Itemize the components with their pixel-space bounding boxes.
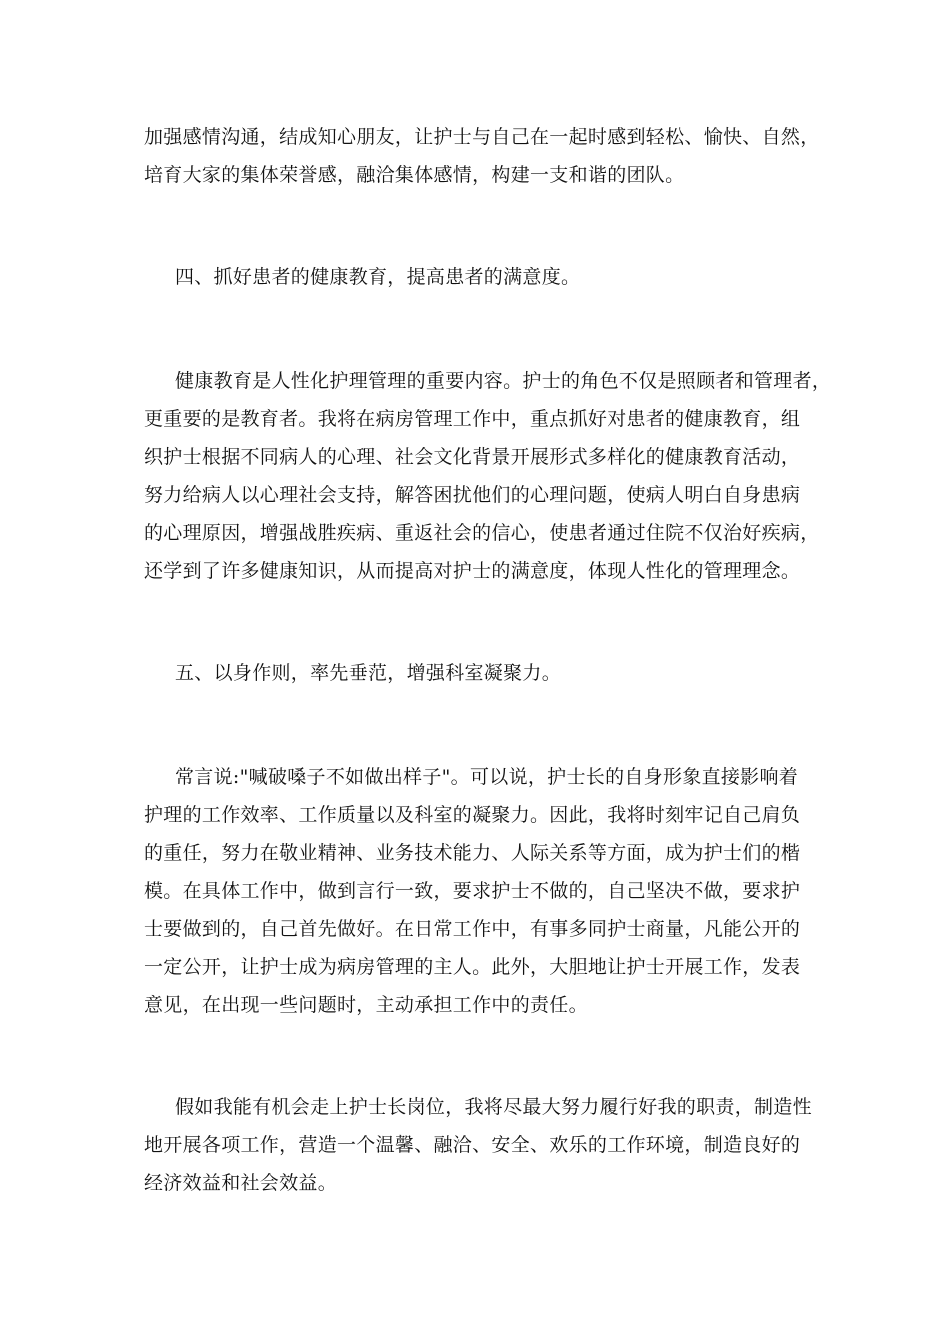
section-heading-5: 五、以身作则，率先垂范，增强科室凝聚力。 [175,662,562,684]
paragraph-line: 假如我能有机会走上护士长岗位，我将尽最大努力履行好我的职责，制造性 [175,1096,812,1118]
paragraph-line: 加强感情沟通，结成知心朋友，让护士与自己在一起时感到轻松、愉快、自然， [144,126,820,148]
paragraph-line: 士要做到的，自己首先做好。在日常工作中，有事多同护士商量，凡能公开的 [144,918,801,940]
paragraph-line: 经济效益和社会效益。 [144,1172,338,1194]
paragraph-line: 模。在具体工作中，做到言行一致，要求护士不做的，自己坚决不做，要求护 [144,880,801,902]
paragraph-line: 健康教育是人性化护理管理的重要内容。护士的角色不仅是照顾者和管理者， [175,370,832,392]
paragraph-line: 织护士根据不同病人的心理、社会文化背景开展形式多样化的健康教育活动， [144,446,801,468]
paragraph-line: 的心理原因，增强战胜疾病、重返社会的信心，使患者通过住院不仅治好疾病， [144,522,820,544]
paragraph-line: 护理的工作效率、工作质量以及科室的凝聚力。因此，我将时刻牢记自己肩负 [144,804,801,826]
paragraph-line: 地开展各项工作，营造一个温馨、融洽、安全、欢乐的工作环境，制造良好的 [144,1134,801,1156]
paragraph-line: 常言说:"喊破嗓子不如做出样子"。可以说，护士长的自身形象直接影响着 [175,766,799,788]
paragraph-line: 培育大家的集体荣誉感，融洽集体感情，构建一支和谐的团队。 [144,164,685,186]
paragraph-line: 的重任，努力在敬业精神、业务技术能力、人际关系等方面，成为护士们的楷 [144,842,801,864]
paragraph-line: 努力给病人以心理社会支持，解答困扰他们的心理问题，使病人明白自身患病 [144,484,801,506]
paragraph-line: 更重要的是教育者。我将在病房管理工作中，重点抓好对患者的健康教育，组 [144,408,801,430]
section-heading-4: 四、抓好患者的健康教育，提高患者的满意度。 [175,266,581,288]
paragraph-line: 意见，在出现一些问题时，主动承担工作中的责任。 [144,994,588,1016]
paragraph-line: 一定公开，让护士成为病房管理的主人。此外，大胆地让护士开展工作，发表 [144,956,801,978]
paragraph-line: 还学到了许多健康知识，从而提高对护士的满意度，体现人性化的管理理念。 [144,560,801,582]
